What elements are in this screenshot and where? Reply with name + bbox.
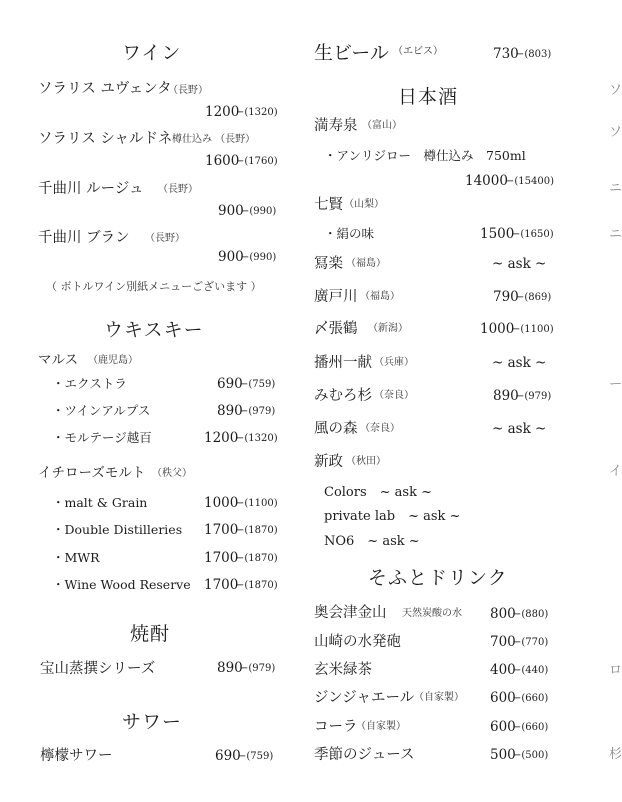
wine-item-price: 1200 xyxy=(205,104,240,120)
aramasa-name: 新政 xyxy=(314,454,343,470)
sake-item-name: 冩楽 xyxy=(314,256,343,272)
sake-item-note: （奈良） xyxy=(374,390,414,401)
mars-item-price: 890 xyxy=(217,403,243,419)
ichiro-note: （秩父） xyxy=(152,468,192,479)
mars-item-tax: −(759) xyxy=(240,379,276,390)
wine-item-tax: −(1760) xyxy=(236,156,278,167)
sake-item-note: （新潟） xyxy=(368,323,408,334)
soft-item-note: （自家製） xyxy=(414,692,464,703)
wine-item-note: （長野） xyxy=(168,85,208,96)
wine-item-price: 1600 xyxy=(205,153,240,169)
masuizumi-sub-name: ・アンリジロー 樽仕込み 750ml xyxy=(324,148,526,163)
soft-item-tax: −(770) xyxy=(513,637,549,648)
soft-item-price: 700 xyxy=(490,634,516,650)
sake-item-price: 890 xyxy=(493,388,519,404)
ichiro-item-tax: −(1100) xyxy=(236,498,278,509)
soft-item-tax: −(500) xyxy=(513,750,549,761)
sake-item-price: 790 xyxy=(493,289,519,305)
wine-item-name: ソラリス シャルドネ xyxy=(38,131,173,147)
sake-item-name: みむろ杉 xyxy=(314,388,372,404)
edge-char: ソ xyxy=(609,83,622,98)
edge-char: イ xyxy=(609,464,622,479)
wine-heading: ワイン xyxy=(122,42,182,64)
soft-item-note: 天然炭酸の水 xyxy=(402,608,462,619)
sake-item-tax: −(979) xyxy=(516,391,552,402)
soft-item-name: 山崎の水発砲 xyxy=(314,634,401,650)
ichiro-item-price: 1700 xyxy=(204,550,239,566)
sake-item-tax: −(869) xyxy=(516,292,552,303)
wine-item-price: 900 xyxy=(218,249,244,265)
beer-price: 730 xyxy=(493,46,519,62)
aramasa-line: private lab ~ ask ~ xyxy=(324,509,461,524)
beer-tax: −(803) xyxy=(516,49,552,60)
bottle-wine-note: （ ボトルワイン別紙メニューございます ） xyxy=(46,280,262,293)
ichiro-item-price: 1700 xyxy=(204,577,239,593)
edge-char: 杉 xyxy=(609,747,622,762)
soft-item-name: 奥会津金山 xyxy=(314,605,387,621)
shichiken-sub-tax: −(1650) xyxy=(512,229,554,240)
soft-item-name: ジンジャエール xyxy=(314,690,415,706)
ichiro-item-price: 1000 xyxy=(204,495,239,511)
masuizumi-name: 満寿泉 xyxy=(314,118,358,134)
ichiro-item-name: ・malt & Grain xyxy=(52,495,148,510)
soft-item-price: 600 xyxy=(490,690,516,706)
soft-item-tax: −(440) xyxy=(513,665,549,676)
shochu-item-tax: −(979) xyxy=(240,663,276,674)
soft-item-price: 800 xyxy=(490,606,516,622)
wine-item-name: ソラリス ユヴェンタ xyxy=(38,81,172,97)
mars-item-tax: −(979) xyxy=(240,406,276,417)
mars-item-price: 690 xyxy=(217,376,243,392)
soft-item-price: 400 xyxy=(490,662,516,678)
soft-item-name: 季節のジュース xyxy=(314,747,415,763)
wine-item-note: （長野） xyxy=(145,233,185,244)
soft-item-tax: −(660) xyxy=(513,722,549,733)
shochu-item-name: 宝山蒸撰シリーズ xyxy=(40,661,156,677)
wine-item-price: 900 xyxy=(218,203,244,219)
sake-item-name: 〆張鶴 xyxy=(314,321,358,337)
soft-item-name: コーラ xyxy=(314,719,358,735)
beer-name: 生ビール xyxy=(314,42,389,64)
beer-note: （エビス） xyxy=(393,46,443,57)
mars-item-name: ・ツインアルプス xyxy=(52,403,151,418)
wine-item-tax: −(990) xyxy=(241,206,277,217)
ichiro-item-name: ・Wine Wood Reserve xyxy=(52,577,191,592)
aramasa-line: NO6 ~ ask ~ xyxy=(324,534,420,549)
mars-item-tax: −(1320) xyxy=(236,433,278,444)
whisky-heading: ウキスキー xyxy=(104,319,204,341)
sake-item-name: 風の森 xyxy=(314,421,358,437)
aramasa-line: Colors ~ ask ~ xyxy=(324,485,432,500)
sake-item-tax: −(1100) xyxy=(512,324,554,335)
mars-item-name: ・エクストラ xyxy=(52,376,127,391)
sake-item-price: ~ ask ~ xyxy=(492,355,547,371)
sake-item-note: （福島） xyxy=(346,258,386,269)
sour-item-name: 檸檬サワー xyxy=(40,748,113,764)
masuizumi-sub-price: 14000 xyxy=(465,173,508,189)
shichiken-sub-name: ・絹の味 xyxy=(324,226,375,241)
sake-item-price: ~ ask ~ xyxy=(492,256,547,272)
edge-char: ー xyxy=(609,377,622,392)
sake-item-note: （福島） xyxy=(360,291,400,302)
soft-item-name: 玄米緑茶 xyxy=(314,662,372,678)
soft-item-price: 600 xyxy=(490,719,516,735)
sour-item-price: 690 xyxy=(215,748,241,764)
sour-item-tax: −(759) xyxy=(238,751,274,762)
sake-item-price: ~ ask ~ xyxy=(492,421,547,437)
ichiro-item-name: ・MWR xyxy=(52,550,100,565)
shochu-heading: 焼酎 xyxy=(130,623,171,645)
soft-item-price: 500 xyxy=(490,747,516,763)
sake-item-note: （奈良） xyxy=(360,423,400,434)
shichiken-name: 七賢 xyxy=(314,197,343,213)
edge-char: ニ xyxy=(609,227,622,242)
masuizumi-note: （富山） xyxy=(362,120,402,131)
wine-item-tax: −(1320) xyxy=(236,107,278,118)
shichiken-note: （山梨） xyxy=(344,199,384,210)
sake-item-name: 廣戸川 xyxy=(314,289,358,305)
edge-char: ニ xyxy=(609,181,622,196)
ichiro-name: イチローズモルト xyxy=(38,465,146,481)
sake-item-note: （兵庫） xyxy=(374,357,414,368)
mars-note: （鹿児島） xyxy=(88,355,138,366)
wine-item-tax: −(990) xyxy=(241,252,277,263)
wine-item-note: 樽仕込み （長野） xyxy=(172,134,256,145)
sake-item-name: 播州一献 xyxy=(314,355,372,371)
edge-char: ロ xyxy=(609,663,622,678)
soft-item-note: （自家製） xyxy=(356,721,406,732)
shochu-item-price: 890 xyxy=(217,660,243,676)
ichiro-item-name: ・Double Distilleries xyxy=(52,522,183,537)
wine-item-name: 千曲川 ブラン xyxy=(38,230,130,246)
aramasa-note: （秋田） xyxy=(346,456,386,467)
masuizumi-sub-tax: −(15400) xyxy=(506,176,554,187)
mars-name: マルス xyxy=(38,352,79,368)
sake-item-price: 1000 xyxy=(480,321,515,337)
soft-item-tax: −(660) xyxy=(513,693,549,704)
mars-item-price: 1200 xyxy=(204,430,239,446)
mars-item-name: ・モルテージ越百 xyxy=(52,430,152,445)
ichiro-item-tax: −(1870) xyxy=(236,525,278,536)
wine-item-note: （長野） xyxy=(158,184,198,195)
shichiken-sub-price: 1500 xyxy=(480,226,515,242)
ichiro-item-price: 1700 xyxy=(204,522,239,538)
sour-heading: サワー xyxy=(122,711,183,733)
sake-heading: 日本酒 xyxy=(398,86,459,108)
edge-char: ソ xyxy=(609,125,622,140)
soft-heading: そふとドリンク xyxy=(368,567,508,589)
soft-item-tax: −(880) xyxy=(513,609,549,620)
ichiro-item-tax: −(1870) xyxy=(236,553,278,564)
ichiro-item-tax: −(1870) xyxy=(236,580,278,591)
wine-item-name: 千曲川 ルージュ xyxy=(38,181,144,197)
